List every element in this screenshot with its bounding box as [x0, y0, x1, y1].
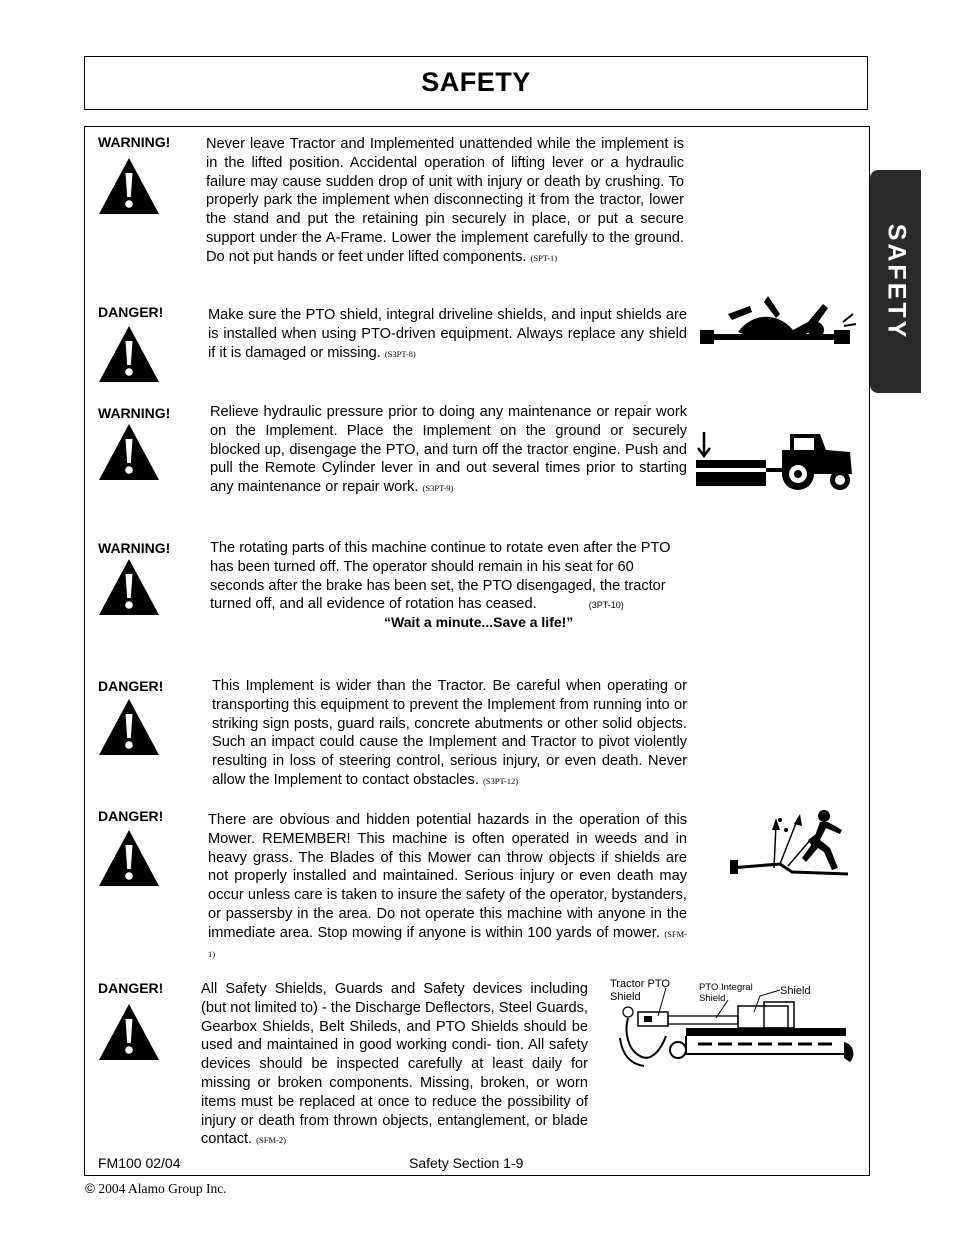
- warning-triangle-icon: [97, 156, 161, 216]
- warning-triangle-icon: [97, 557, 161, 617]
- danger-label: DANGER!: [98, 980, 164, 996]
- diagram-label: Shield: [610, 991, 641, 1003]
- page-header: [84, 56, 868, 110]
- danger-label: DANGER!: [98, 808, 164, 824]
- section-text: The rotating parts of this machine continue to rotate even after the PTO has been turned off. The operator should remain in his seat for 60 seconds after the brake has been set, the PTO disengaged, the tractor turned off, and all evidence of rotation has ceased. (3PT-10): [210, 540, 671, 613]
- pto-shield-diagram: [604, 972, 858, 1072]
- warning-label: WARNING!: [98, 405, 171, 421]
- warning-triangle-icon: [97, 324, 161, 384]
- thrown-object-illustration: [728, 804, 852, 880]
- diagram-label: Shield: [699, 993, 726, 1004]
- page-title: SAFETY: [421, 67, 531, 97]
- footer-model-date: FM100 02/04: [98, 1155, 181, 1171]
- pto-entanglement-illustration: [698, 292, 858, 364]
- safety-slogan: “Wait a minute...Save a life!”: [384, 614, 574, 630]
- copyright-notice: © 2004 Alamo Group Inc.: [85, 1181, 227, 1196]
- section-text: Never leave Tractor and Implemented unattended while the implement is in the lifted position. Accidental operation of lifting lever or a hydraulic failure may cause sudden drop of unit with injury or death by crushing. To properly park the implement when disconnecting it from the tractor, lower the stand and put the retaining pin securely in place, or put a secure support under the A-Frame. Lower the implement carefully to the ground. Do not put hands or feet under lifted components. (SPT-1): [206, 136, 684, 265]
- tractor-implement-illustration: [694, 428, 856, 494]
- warning-triangle-icon: [97, 697, 161, 757]
- warning-label: WARNING!: [98, 134, 171, 150]
- section-text: All Safety Shields, Guards and Safety devices including (but not limited to) - the Discharge Deflectors, Steel Guards, Gearbox Shields, Belt Shileds, and PTO Shields should be used and maintained in good working condi- tion. All safety devices should be inspected carefully at least daily for missing or broken components. Missing, broken, or worn items must be replaced at once to reduce the possibility of injury or death from thrown objects, entanglement, or blade contact. (SFM-2): [201, 981, 588, 1148]
- danger-label: DANGER!: [98, 678, 164, 694]
- section-tab-label: SAFETY: [882, 223, 910, 340]
- diagram-label: PTO Integral: [699, 982, 753, 993]
- section-text: Relieve hydraulic pressure prior to doing any maintenance or repair work on the Implement. Place the Implement on the ground or securely blocked up, disengage the PTO, and turn off the tractor engine. Push and pull the Remote Cylinder lever in and out several times prior to starting any maintenance or repair work. (S3PT-9): [210, 404, 687, 496]
- section-text: This Implement is wider than the Tractor. Be careful when operating or transporting this equipment to prevent the Implement from running into or striking sign posts, guard rails, concrete abutments or other solid objects. Such an impact could cause the Implement and Tractor to pivot violently resulting in loss of steering control, serious injury, or even death. Never allow the Implement to contact obstacles. (S3PT-12): [212, 678, 687, 788]
- diagram-label: Tractor PTO: [610, 978, 670, 990]
- danger-label: DANGER!: [98, 304, 164, 320]
- warning-triangle-icon: [97, 828, 161, 888]
- warning-triangle-icon: [97, 1002, 161, 1062]
- footer-page-number: Safety Section 1-9: [409, 1155, 524, 1171]
- warning-label: WARNING!: [98, 540, 171, 556]
- section-text: Make sure the PTO shield, integral driveline shields, and input shields are is installed when using PTO-driven equipment. Always replace any shield if it is damaged or missing. (S3PT-8): [208, 307, 687, 361]
- warning-triangle-icon: [97, 422, 161, 482]
- section-text: There are obvious and hidden potential hazards in the operation of this Mower. REMEMBER! This machine is often operated in weeds and in heavy grass. The Blades of this Mower can throw objects if shields are not properly installed and maintained. Serious injury or even death may occur unless care is taken to insure the safety of the operator, bystanders, or passersby in the area. Do not operate this machine with anyone in the immediate area. Stop mowing if anyone is within 100 yards of mower. (SFM-1): [208, 812, 687, 959]
- section-tab: [870, 170, 921, 393]
- diagram-label: Shield: [780, 985, 811, 997]
